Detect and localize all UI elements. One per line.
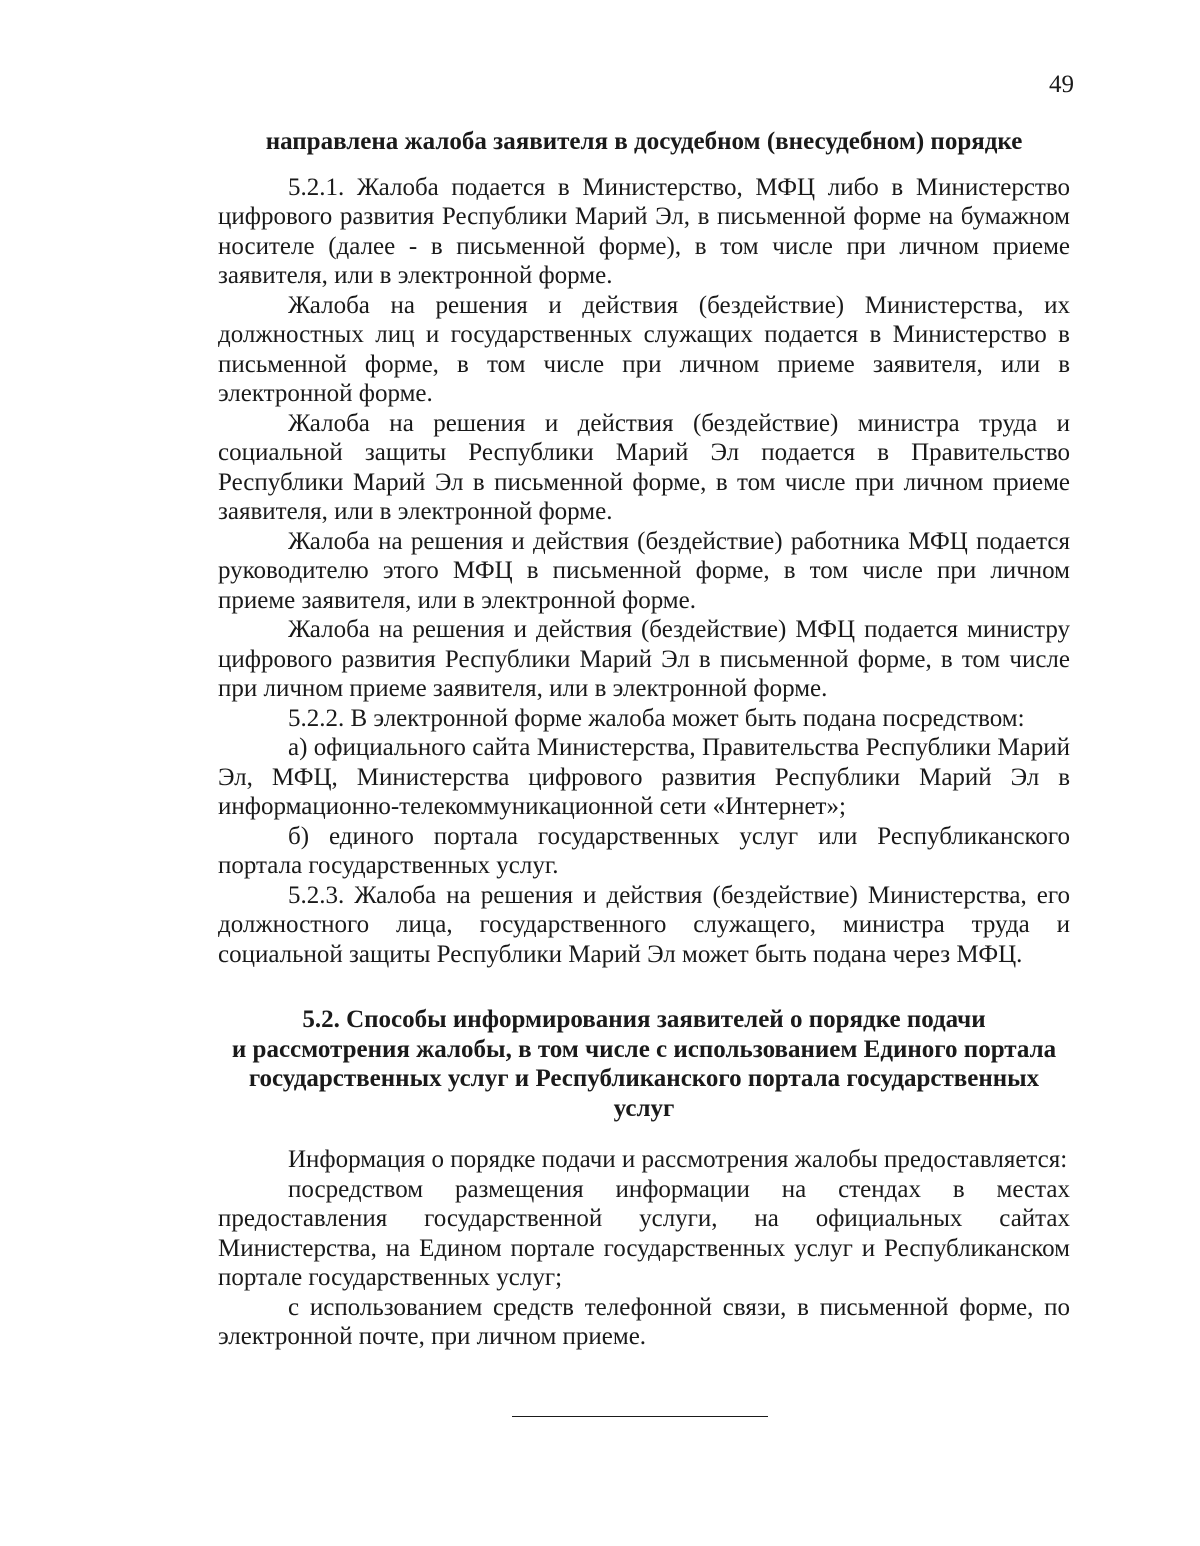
paragraph: 5.2.1. Жалоба подается в Министерство, МФЦ либо в Министерство цифрового развития Республики Марий Эл, в письменной форме на бумажном носителе (далее - в письменной форме), в том числе при личном приеме заявителя, или в электронной форме. bbox=[218, 173, 1070, 289]
list-item-a: а) официального сайта Министерства, Правительства Республики Марий Эл, МФЦ, Министерства цифрового развития Республики Марий Эл в информационно-телекоммуникационной сети «Интернет»; bbox=[218, 734, 1070, 820]
section-heading-line: услуг bbox=[613, 1094, 675, 1122]
information-block bbox=[218, 1145, 1070, 1352]
section-heading-line: 5.2. Способы информирования заявителей о порядке подачи bbox=[302, 1006, 986, 1033]
paragraph: Жалоба на решения и действия (бездействие) работника МФЦ подается руководителю этого МФЦ в письменной форме, в том числе при личном приеме заявителя, или в электронной форме. bbox=[218, 527, 1070, 614]
end-of-document-rule bbox=[512, 1416, 768, 1417]
section-heading-line: и рассмотрения жалобы, в том числе с использованием Единого портала bbox=[231, 1035, 1057, 1063]
paragraph: Информация о порядке подачи и рассмотрения жалобы предоставляется: bbox=[288, 1146, 1068, 1173]
list-item-b: б) единого портала государственных услуг или Республиканского портала государственных услуг. bbox=[218, 822, 1070, 879]
paragraph: 5.2.2. В электронной форме жалоба может быть подана посредством: bbox=[288, 704, 1025, 732]
section-heading bbox=[218, 1005, 1070, 1123]
paragraph: Жалоба на решения и действия (бездействие) министра труда и социальной защиты Республики Марий Эл подается в Правительство Республики Марий Эл в письменной форме, в том числе при личном приеме заявителя, или в электронной форме. bbox=[218, 409, 1070, 525]
section-heading-line: государственных услуг и Республиканского портала государственных bbox=[248, 1065, 1040, 1092]
paragraph: 5.2.3. Жалоба на решения и действия (бездействие) Министерства, его должностного лица, государственного служащего, министра труда и социальной защиты Республики Марий Эл может быть подана через МФЦ. bbox=[218, 881, 1070, 968]
paragraph: Жалоба на решения и действия (бездействие) МФЦ подается министру цифрового развития Республики Марий Эл в письменной форме, в том числе при личном приеме заявителя, или в электронной форме. bbox=[218, 616, 1070, 702]
paragraph: посредством размещения информации на стендах в местах предоставления государственной услуги, на официальных сайтах Министерства, на Едином портале государственных услуг и Республиканском портале государственных услуг; bbox=[218, 1175, 1070, 1291]
paragraph: с использованием средств телефонной связи, в письменной форме, по электронной почте, при личном приеме. bbox=[218, 1293, 1070, 1350]
section-5-2-1-block bbox=[218, 173, 1070, 970]
paragraph: Жалоба на решения и действия (бездействие) Министерства, их должностных лиц и государственных служащих подается в Министерство в письменной форме, в том числе при личном приеме заявителя, или в электронной форме. bbox=[218, 291, 1070, 407]
top-heading: направлена жалоба заявителя в досудебном (внесудебном) порядке bbox=[265, 128, 1023, 155]
page-number: 49 bbox=[1049, 71, 1074, 98]
document-body bbox=[218, 127, 1070, 1352]
